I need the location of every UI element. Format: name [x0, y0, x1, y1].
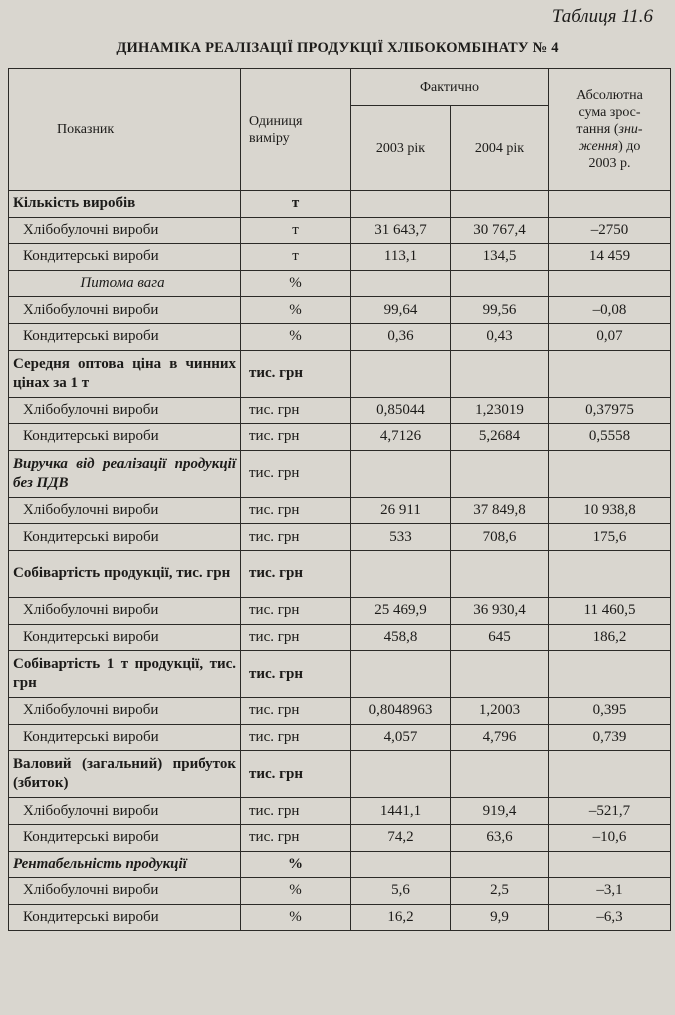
value-2003: 533 [351, 524, 451, 551]
table-row [9, 350, 671, 397]
row-name: Середня оптова ціна в чинних цінах за 1 т [9, 350, 241, 397]
value-2004: 63,6 [451, 824, 549, 851]
row-name: Кондитерські вироби [9, 724, 241, 751]
table-row [9, 497, 671, 524]
row-unit: т [241, 191, 351, 218]
value-change: –3,1 [549, 878, 671, 905]
header-year-2003: 2003 рік [351, 106, 451, 191]
table-row [9, 297, 671, 324]
data-table [8, 68, 671, 931]
row-unit: тис. грн [241, 798, 351, 825]
row-unit: % [241, 851, 351, 878]
row-unit: тис. грн [241, 397, 351, 424]
row-unit: тис. грн [241, 550, 351, 597]
row-name: Собівартість 1 т продукції, тис. грн [9, 651, 241, 698]
row-unit: тис. грн [241, 350, 351, 397]
value-change: 0,07 [549, 323, 671, 350]
value-2003: 25 469,9 [351, 597, 451, 624]
value-2003: 0,8048963 [351, 698, 451, 725]
row-unit: % [241, 323, 351, 350]
row-unit: % [241, 878, 351, 905]
value-2003: 26 911 [351, 497, 451, 524]
table-row [9, 851, 671, 878]
value-change: –10,6 [549, 824, 671, 851]
value-change: 14 459 [549, 244, 671, 271]
row-unit: тис. грн [241, 450, 351, 497]
row-name: Кондитерські вироби [9, 824, 241, 851]
row-unit: т [241, 217, 351, 244]
row-unit: тис. грн [241, 424, 351, 451]
row-name: Кількість виробів [9, 191, 241, 218]
row-unit: тис. грн [241, 497, 351, 524]
header-absolute-change: Абсолютна сума зрос- тання (зни- ження) до 2003 р. [549, 69, 671, 191]
row-name: Валовий (загальний) прибуток (збиток) [9, 751, 241, 798]
table-row [9, 424, 671, 451]
row-name: Хлібобулочні вироби [9, 798, 241, 825]
table-row [9, 624, 671, 651]
table-row [9, 878, 671, 905]
value-change: 0,395 [549, 698, 671, 725]
value-change: –521,7 [549, 798, 671, 825]
row-unit: т [241, 244, 351, 271]
row-unit: тис. грн [241, 698, 351, 725]
value-2003: 4,7126 [351, 424, 451, 451]
value-2003: 0,36 [351, 323, 451, 350]
table-row [9, 524, 671, 551]
value-2003: 5,6 [351, 878, 451, 905]
value-change: –6,3 [549, 904, 671, 931]
row-name: Кондитерські вироби [9, 524, 241, 551]
value-2004: 919,4 [451, 798, 549, 825]
row-name: Собівартість продукції, тис. грн [9, 550, 241, 597]
value-2004: 9,9 [451, 904, 549, 931]
value-change: 186,2 [549, 624, 671, 651]
table-row [9, 824, 671, 851]
table-row [9, 450, 671, 497]
value-change: 11 460,5 [549, 597, 671, 624]
value-2003: 31 643,7 [351, 217, 451, 244]
value-change: 0,739 [549, 724, 671, 751]
value-2004: 37 849,8 [451, 497, 549, 524]
row-name: Рентабельність продукції [9, 851, 241, 878]
table-row [9, 724, 671, 751]
table-row [9, 397, 671, 424]
table-row [9, 751, 671, 798]
row-name: Хлібобулочні вироби [9, 497, 241, 524]
value-2004: 2,5 [451, 878, 549, 905]
table-row [9, 550, 671, 597]
table-row [9, 323, 671, 350]
value-2004: 645 [451, 624, 549, 651]
table-row [9, 904, 671, 931]
table-caption: Таблиця 11.6 [551, 6, 653, 27]
value-change: –2750 [549, 217, 671, 244]
row-unit: тис. грн [241, 624, 351, 651]
value-2003: 74,2 [351, 824, 451, 851]
header-indicator: Показник [9, 69, 241, 191]
row-name: Кондитерські вироби [9, 904, 241, 931]
row-name: Хлібобулочні вироби [9, 698, 241, 725]
value-2004: 99,56 [451, 297, 549, 324]
row-name: Кондитерські вироби [9, 244, 241, 271]
row-unit: тис. грн [241, 651, 351, 698]
row-name: Хлібобулочні вироби [9, 297, 241, 324]
header-unit: Одиниця виміру [241, 69, 351, 191]
row-unit: % [241, 270, 351, 297]
value-2003: 113,1 [351, 244, 451, 271]
table-row [9, 698, 671, 725]
row-unit: % [241, 904, 351, 931]
row-name: Хлібобулочні вироби [9, 217, 241, 244]
value-2003: 0,85044 [351, 397, 451, 424]
row-name: Виручка від реалізації продукції без ПДВ [9, 450, 241, 497]
row-unit: тис. грн [241, 724, 351, 751]
value-change: 0,5558 [549, 424, 671, 451]
table-row [9, 597, 671, 624]
row-name: Хлібобулочні вироби [9, 597, 241, 624]
row-unit: тис. грн [241, 751, 351, 798]
value-change: 0,37975 [549, 397, 671, 424]
value-2003: 99,64 [351, 297, 451, 324]
table-row [9, 191, 671, 218]
table-row [9, 798, 671, 825]
row-unit: % [241, 297, 351, 324]
row-unit: тис. грн [241, 597, 351, 624]
table-row [9, 651, 671, 698]
value-2004: 30 767,4 [451, 217, 549, 244]
row-name: Питома вага [9, 270, 241, 297]
table-row [9, 244, 671, 271]
row-name: Хлібобулочні вироби [9, 397, 241, 424]
value-2004: 36 930,4 [451, 597, 549, 624]
value-2004: 708,6 [451, 524, 549, 551]
row-name: Кондитерські вироби [9, 323, 241, 350]
value-change: 10 938,8 [549, 497, 671, 524]
row-unit: тис. грн [241, 824, 351, 851]
header-year-2004: 2004 рік [451, 106, 549, 191]
value-2004: 134,5 [451, 244, 549, 271]
value-2004: 0,43 [451, 323, 549, 350]
value-2004: 4,796 [451, 724, 549, 751]
table-title: ДИНАМІКА РЕАЛІЗАЦІЇ ПРОДУКЦІЇ ХЛІБОКОМБІНАТУ № 4 [116, 40, 559, 56]
value-2003: 1441,1 [351, 798, 451, 825]
table-row [9, 217, 671, 244]
value-2004: 1,23019 [451, 397, 549, 424]
value-2003: 458,8 [351, 624, 451, 651]
row-name: Кондитерські вироби [9, 624, 241, 651]
value-2004: 5,2684 [451, 424, 549, 451]
value-2003: 16,2 [351, 904, 451, 931]
row-name: Кондитерські вироби [9, 424, 241, 451]
value-change: 175,6 [549, 524, 671, 551]
value-2004: 1,2003 [451, 698, 549, 725]
table-row [9, 270, 671, 297]
header-actual: Фактично [351, 69, 549, 106]
row-name: Хлібобулочні вироби [9, 878, 241, 905]
row-unit: тис. грн [241, 524, 351, 551]
value-2003: 4,057 [351, 724, 451, 751]
value-change: –0,08 [549, 297, 671, 324]
